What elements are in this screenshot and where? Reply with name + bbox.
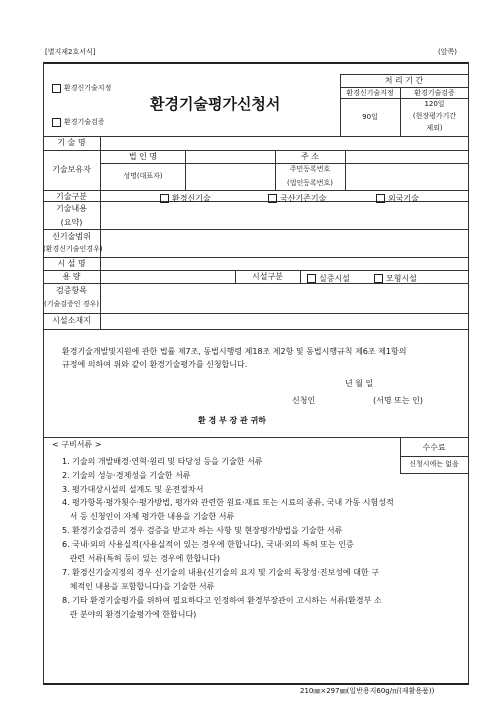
frame-bottom: [43, 683, 469, 685]
row-line: [43, 257, 468, 258]
paper-spec: 210㎜×297㎜(일반용지60g/㎡(재활용품)): [300, 687, 435, 695]
label-tech-name: 기 술 명: [57, 138, 86, 147]
processing-val2-line2: (현장평가기간: [412, 112, 457, 120]
option-new-tech[interactable]: 환경신기술지정: [52, 83, 111, 93]
frame-top: [43, 62, 468, 64]
document-item: 서 등 신청인이 자체 평가한 내용을 기술한 서류: [62, 512, 235, 521]
label-verify-items-2: (기술검증인 경우): [43, 300, 100, 308]
row-line: [43, 329, 468, 330]
document-item: 7. 환경신기술지정의 경우 신기술의 내용(신기술의 요지 및 기술의 독창성·진보성에 대한 구: [62, 568, 379, 577]
processing-val1: 90일: [362, 113, 378, 121]
row-line: [43, 437, 468, 438]
col-line: [300, 270, 301, 283]
label-usage: 용 량: [62, 272, 81, 281]
row-line: [43, 313, 468, 314]
label-new-tech-scope-1: 신기술범위: [52, 232, 91, 241]
tech-type-foreign[interactable]: 외국기술: [376, 193, 419, 204]
document-item: 3. 평가대상시설의 설계도 및 운전절차서: [62, 485, 204, 494]
processing-col2: 환경기술검증: [414, 89, 455, 97]
row-line: [43, 150, 468, 151]
page-side: (앞쪽): [438, 48, 457, 56]
tech-type-domestic[interactable]: 국산기존기술: [268, 193, 326, 204]
document-item: 4. 평가항목·평가횟수·평가방법, 평가와 관련한 원료·재료 또는 시료의 종류, 국내 가동 시험성적: [62, 498, 394, 507]
form-number: [별지제2호서식]: [45, 48, 96, 56]
proc-divider-1: [340, 87, 468, 88]
label-new-tech-scope-2: (환경신기술인경우): [43, 245, 103, 253]
label-corp-name: 법 인 명: [128, 152, 158, 161]
document-item: 체적인 내용을 포함합니다)을 기술한 서류: [62, 582, 215, 591]
label-tech-type: 기술구분: [56, 192, 87, 201]
document-item: 관 분야의 환경기술평가에 한합니다): [62, 610, 197, 619]
declaration-date: 년 월 일: [345, 379, 374, 388]
addressee: 환 경 부 장 관 귀하: [198, 416, 267, 425]
label-owner: 기술보유자: [52, 165, 91, 174]
label-facility-name: 시 설 명: [57, 259, 86, 268]
applicant-label: 신청인: [292, 396, 316, 405]
label-address: 주 소: [301, 152, 319, 161]
document-item: 1. 기술의 개발배경·연혁·원리 및 타당성 등을 기술한 서류: [62, 457, 263, 466]
label-facility-location: 시설소재지: [52, 316, 91, 325]
facility-type-model[interactable]: 모형시설: [374, 273, 417, 284]
label-reg-no-1: 주민등록번호: [289, 165, 331, 173]
documents-heading: < 구비서류 >: [52, 440, 102, 449]
document-item: 8. 기타 환경기술평가를 위하여 필요하다고 인정하여 환경부장관이 고시하는 서류(환경부 소: [62, 596, 382, 605]
processing-val2-line1: 120일: [424, 100, 445, 108]
option-verification[interactable]: 환경기술검증: [52, 117, 105, 127]
document-item: 6. 국내·외의 사용실적(사용실적이 있는 경우에 한합니다), 국내·외의 특허 또는 인증: [62, 540, 354, 549]
frame-left: [43, 62, 44, 684]
label-column-line: [100, 136, 101, 329]
checkbox-icon[interactable]: [307, 274, 316, 283]
facility-type-demo[interactable]: 실증시설: [307, 273, 350, 284]
row-line: [43, 190, 468, 191]
row-line: [43, 270, 468, 271]
tech-type-new[interactable]: 환경신기술: [160, 193, 211, 204]
page-title: 환경기술평가신청서: [150, 95, 281, 113]
checkbox-icon[interactable]: [268, 194, 277, 203]
proc-divider-2: [340, 98, 468, 99]
checkbox-icon[interactable]: [374, 274, 383, 283]
label-tech-content-2: (요약): [60, 218, 83, 227]
fee-value: 신청시에는 없음: [409, 460, 459, 468]
label-tech-content-1: 기술내용: [56, 204, 87, 213]
processing-val2-line3: 제외): [426, 124, 443, 132]
document-item: 2. 기술의 성능·경제성을 기술한 서류: [62, 471, 191, 480]
signature-label: (서명 또는 인): [373, 396, 423, 405]
label-verify-items-1: 검증항목: [56, 286, 87, 295]
checkbox-icon[interactable]: [52, 84, 61, 93]
checkbox-icon[interactable]: [160, 194, 169, 203]
document-item: 5. 환경기술검증의 경우 검증을 받고자 하는 사항 및 현장평가방법을 기술한 서류: [62, 526, 343, 535]
col-line: [185, 150, 186, 190]
processing-col1: 환경신기술지정: [346, 89, 394, 97]
label-reg-no-2: (법인등록번호): [286, 179, 334, 187]
declaration-line-2: 규정에 의하여 위와 같이 환경기술평가를 신청합니다.: [62, 360, 248, 369]
document-item: 관련 서류(특허 등이 있는 경우에 한합니다): [62, 554, 220, 563]
label-rep-name: 성명(대표자): [123, 172, 163, 180]
col-line: [345, 150, 346, 190]
fee-divider: [400, 456, 468, 457]
declaration-line-1: 환경기술개발및지원에 관한 법률 제7조, 동법시행령 제18조 제2항 및 동법시행규칙 제6조 제1항의: [62, 347, 407, 356]
fee-label: 수수료: [422, 443, 446, 452]
row-line: [43, 136, 468, 137]
checkbox-icon[interactable]: [52, 118, 61, 127]
checkbox-icon[interactable]: [376, 194, 385, 203]
proc-border-top: [340, 74, 468, 75]
processing-label: 처 리 기 간: [384, 76, 424, 85]
row-line: [100, 163, 468, 164]
fee-border-bottom: [400, 473, 468, 474]
label-facility-type: 시설구분: [252, 272, 283, 281]
row-line: [43, 229, 468, 230]
